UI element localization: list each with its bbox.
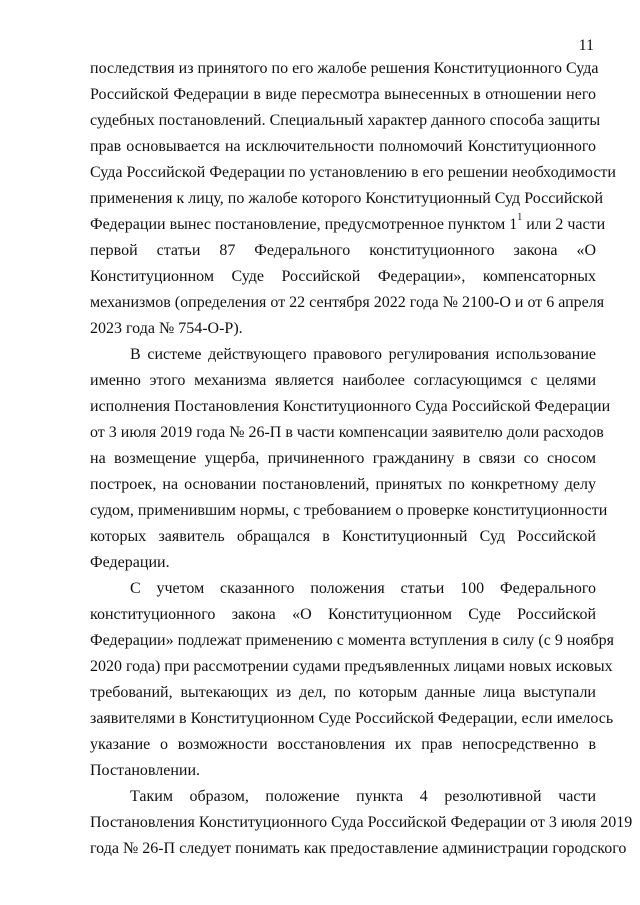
text-line-content: Федерации вынес постановление, предусмотренное пунктом 1 — [90, 216, 518, 233]
text-line — [90, 446, 596, 472]
text-line — [90, 342, 596, 368]
text-line-content: построек, на основании постановлений, принятых по конкретному делу — [90, 476, 596, 493]
text-line — [90, 836, 627, 862]
text-line-content: исполнения Постановления Конституционного Суда Российской Федерации — [90, 398, 611, 415]
text-line — [90, 368, 596, 394]
text-line — [90, 550, 596, 576]
text-line-content: указание о возможности восстановления их прав непосредственно в — [90, 736, 596, 753]
text-line-content: Постановления Конституционного Суда Российской Федерации от 3 июля 2019 — [90, 814, 633, 831]
text-line-content: Таким образом, положение пункта 4 резолютивной части — [130, 788, 596, 805]
text-line — [90, 758, 596, 784]
text-line-content: заявителями в Конституционном Суде Российской Федерации, если имелось — [90, 710, 614, 727]
text-line-content: Федерации. — [90, 554, 170, 571]
text-line-content: на возмещение ущерба, причиненного гражданину в связи со сносом — [90, 450, 596, 467]
text-line — [90, 316, 596, 342]
text-line-content: Конституционном Суде Российской Федерации», компенсаторных — [90, 268, 596, 285]
text-line-content: именно этого механизма является наиболее согласующимся с целями — [90, 372, 596, 389]
text-line-content: которых заявитель обращался в Конституционный Суд Российской — [90, 528, 596, 545]
text-line-content: прав основывается на исключительности полномочий Конституционного — [90, 138, 596, 155]
text-line — [90, 82, 596, 108]
text-line — [90, 628, 614, 654]
text-line — [90, 290, 605, 316]
text-line-content: С учетом сказанного положения статьи 100 Федерального — [130, 580, 596, 597]
text-line — [90, 394, 611, 420]
text-line — [90, 160, 616, 186]
text-line — [90, 264, 596, 290]
text-line-content: конституционного закона «О Конституционном Суде Российской — [90, 606, 596, 623]
document-body — [90, 56, 633, 862]
text-line-content: требований, вытекающих из дел, по которым данные лица выступали — [90, 684, 596, 701]
text-line — [90, 784, 596, 810]
text-line-content: В системе действующего правового регулирования использование — [130, 346, 596, 363]
text-line — [90, 56, 599, 82]
text-line — [90, 576, 596, 602]
text-line-content: 2023 года № 754-О-Р). — [90, 320, 243, 337]
text-line — [90, 238, 596, 264]
text-line — [90, 654, 613, 680]
page-number: 11 — [578, 37, 594, 54]
text-line — [90, 134, 596, 160]
text-line-content: механизмов (определения от 22 сентября 2022 года № 2100-О и от 6 апреля — [90, 294, 605, 311]
text-line-content: года № 26-П следует понимать как предоставление администрации городского — [90, 840, 627, 857]
text-line — [90, 810, 633, 836]
text-line-content: первой статьи 87 Федерального конституционного закона «О — [90, 242, 596, 259]
text-line — [90, 732, 596, 758]
text-line — [90, 212, 606, 238]
text-line-content: 2020 года) при рассмотрении судами предъявленных лицами новых исковых — [90, 658, 613, 675]
text-line — [90, 680, 596, 706]
text-line — [90, 524, 596, 550]
text-line — [90, 602, 596, 628]
text-line-continuation: или 2 части — [522, 216, 606, 233]
text-line-content: от 3 июля 2019 года № 26-П в части компенсации заявителю доли расходов — [90, 424, 604, 441]
text-line — [90, 420, 604, 446]
text-line — [90, 472, 596, 498]
footnote-superscript: 1 — [517, 212, 523, 223]
text-line-content: применения к лицу, по жалобе которого Конституционный Суд Российской — [90, 190, 604, 207]
text-line-content: Федерации» подлежат применению с момента вступления в силу (с 9 ноября — [90, 632, 614, 649]
text-line-content: судебных постановлений. Специальный характер данного способа защиты — [90, 112, 601, 129]
text-line — [90, 498, 608, 524]
text-line-content: судом, применившим нормы, с требованием о проверке конституционности — [90, 502, 608, 519]
text-line — [90, 186, 604, 212]
text-line — [90, 108, 601, 134]
text-line-content: Постановлении. — [90, 762, 201, 779]
text-line-content: последствия из принятого по его жалобе решения Конституционного Суда — [90, 60, 599, 77]
text-line-content: Российской Федерации в виде пересмотра вынесенных в отношении него — [90, 86, 596, 103]
text-line-content: Суда Российской Федерации по установлению в его решении необходимости — [90, 164, 616, 181]
text-line — [90, 706, 614, 732]
